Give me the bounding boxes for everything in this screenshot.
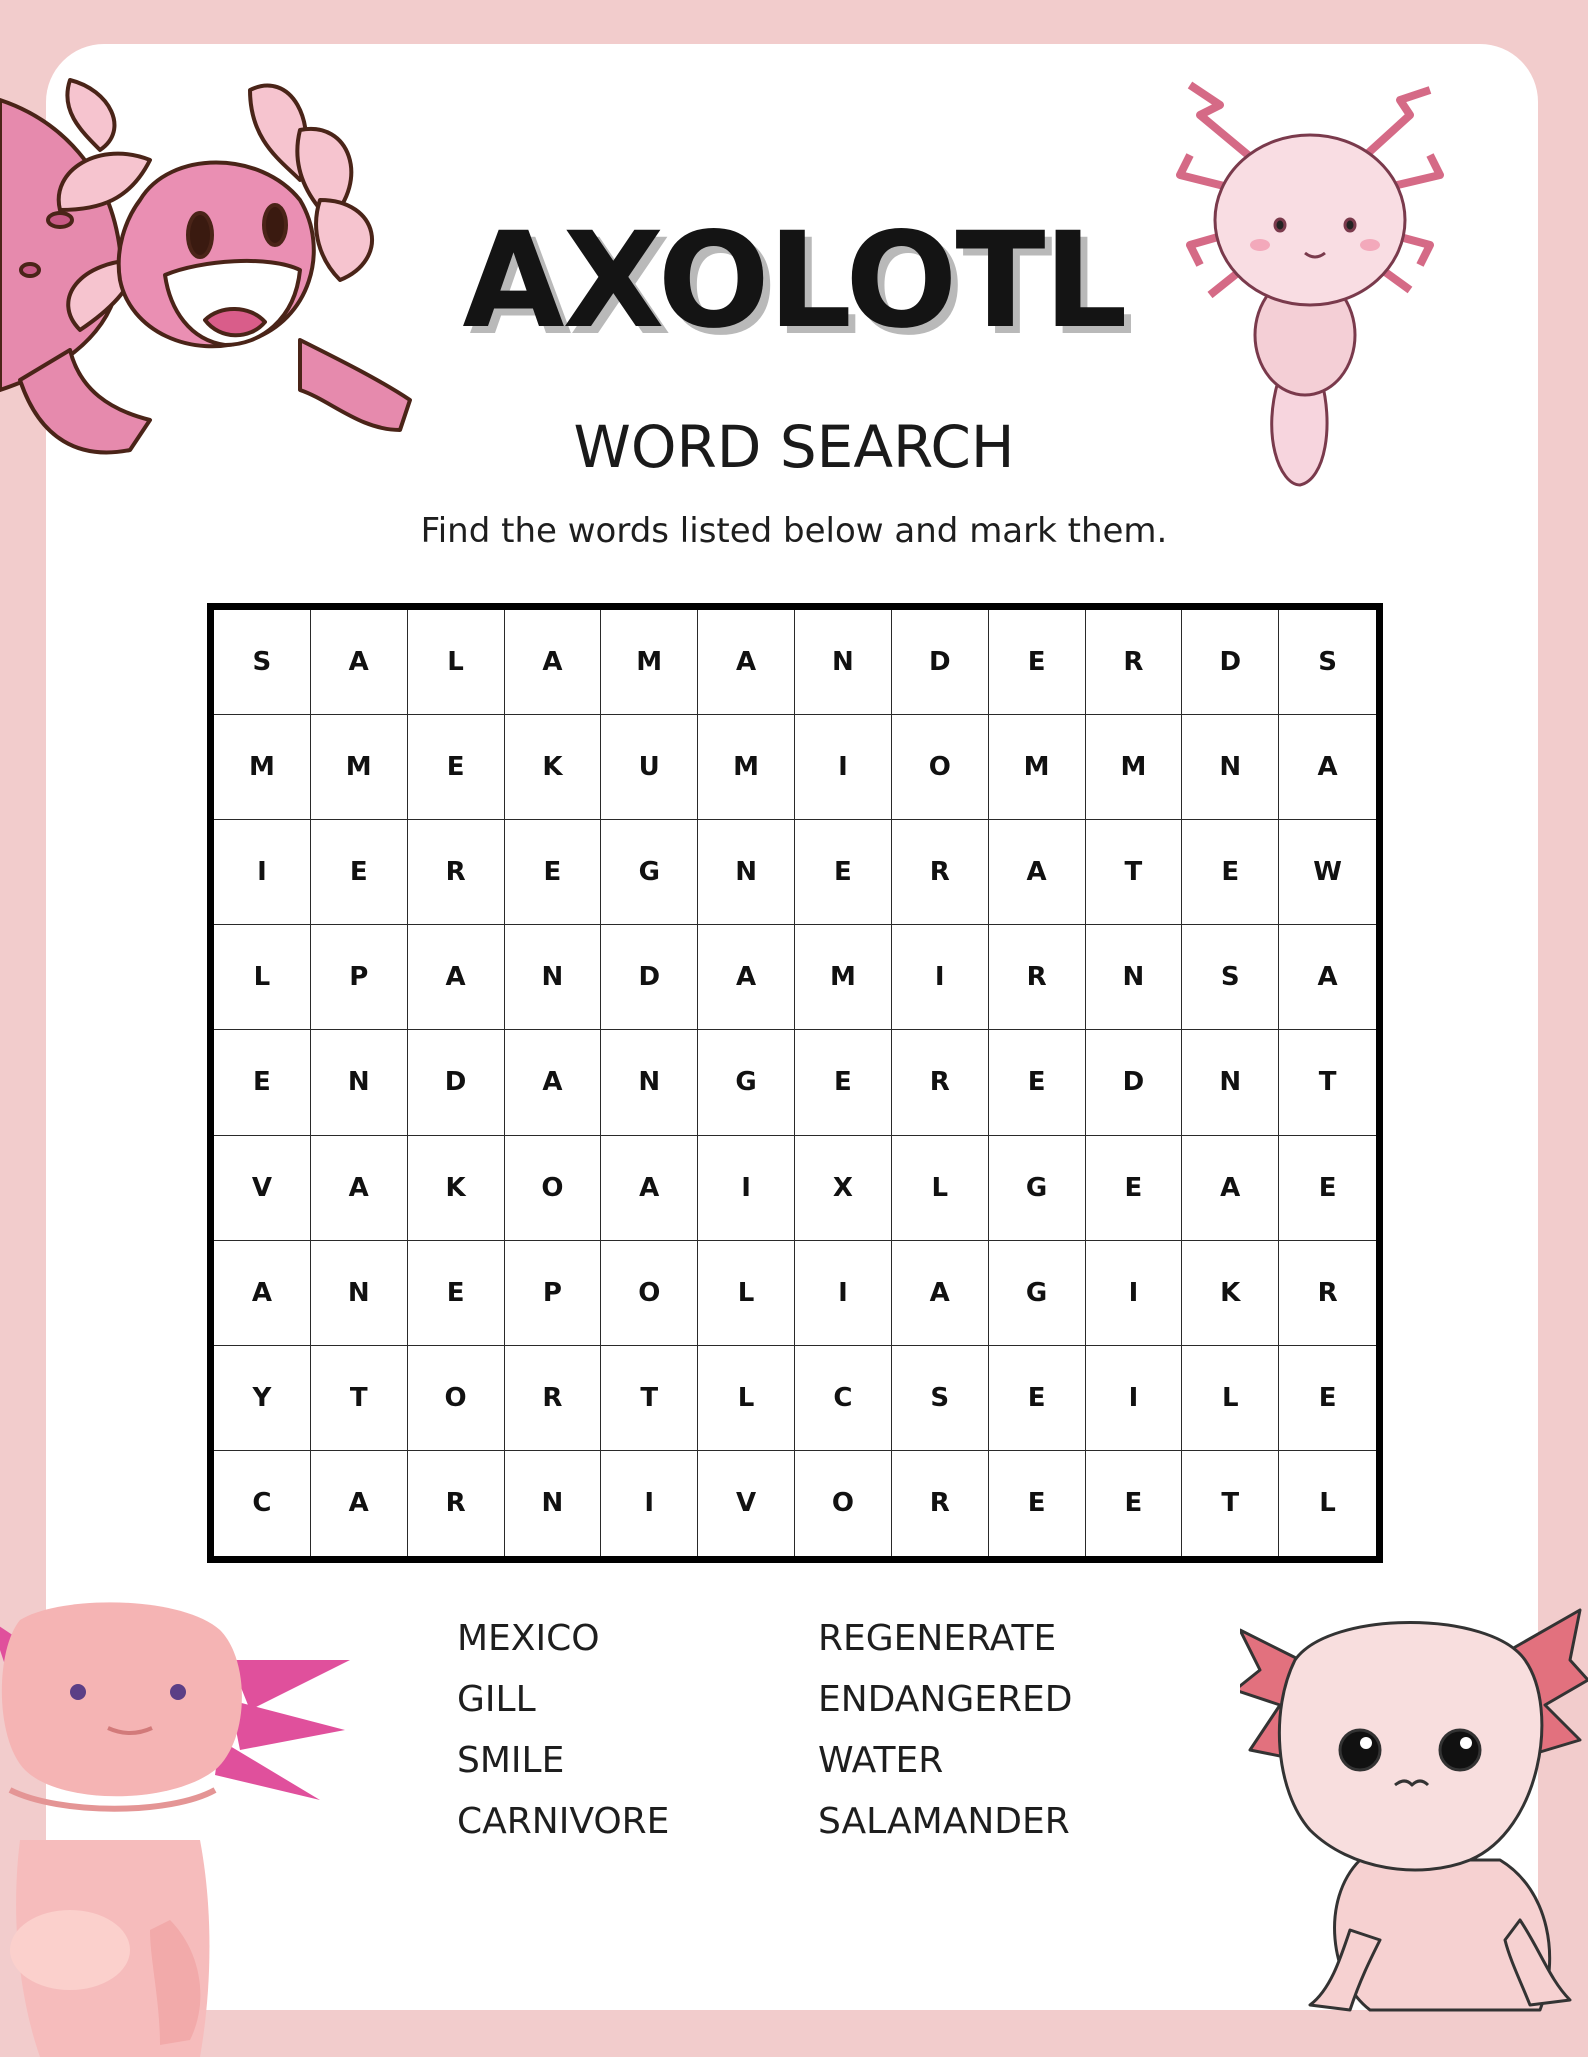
word-list-item: SALAMANDER xyxy=(818,1801,1070,1842)
grid-cell[interactable]: A xyxy=(601,1136,698,1241)
page-title: AXOLOTL xyxy=(462,204,1126,358)
grid-cell[interactable]: X xyxy=(795,1136,892,1241)
word-list-item: WATER xyxy=(818,1740,944,1781)
grid-cell[interactable]: E xyxy=(989,1346,1086,1451)
grid-cell[interactable]: D xyxy=(601,925,698,1030)
grid-cell[interactable]: M xyxy=(1086,715,1183,820)
grid-cell[interactable]: M xyxy=(601,610,698,715)
grid-cell[interactable]: R xyxy=(989,925,1086,1030)
grid-cell[interactable]: V xyxy=(698,1451,795,1556)
grid-cell[interactable]: C xyxy=(214,1451,311,1556)
grid-cell[interactable]: R xyxy=(892,1030,989,1135)
grid-cell[interactable]: A xyxy=(311,1451,408,1556)
grid-cell[interactable]: N xyxy=(601,1030,698,1135)
grid-cell[interactable]: A xyxy=(1279,925,1376,1030)
grid-cell[interactable]: M xyxy=(795,925,892,1030)
grid-cell[interactable]: A xyxy=(892,1241,989,1346)
grid-cell[interactable]: A xyxy=(311,610,408,715)
grid-cell[interactable]: E xyxy=(505,820,602,925)
grid-cell[interactable]: I xyxy=(601,1451,698,1556)
word-list-item: ENDANGERED xyxy=(818,1679,1073,1720)
grid-cell[interactable]: L xyxy=(892,1136,989,1241)
grid-cell[interactable]: E xyxy=(408,715,505,820)
grid-cell[interactable]: E xyxy=(795,820,892,925)
grid-cell[interactable]: I xyxy=(1086,1346,1183,1451)
word-list-item: REGENERATE xyxy=(818,1618,1057,1659)
grid-cell[interactable]: R xyxy=(1279,1241,1376,1346)
grid-cell[interactable]: G xyxy=(989,1241,1086,1346)
grid-cell[interactable]: P xyxy=(505,1241,602,1346)
grid-cell[interactable]: A xyxy=(311,1136,408,1241)
grid-cell[interactable]: A xyxy=(698,925,795,1030)
grid-cell[interactable]: E xyxy=(795,1030,892,1135)
grid-cell[interactable]: M xyxy=(214,715,311,820)
grid-cell[interactable]: K xyxy=(505,715,602,820)
grid-cell[interactable]: R xyxy=(408,820,505,925)
word-list-item: GILL xyxy=(457,1679,536,1720)
grid-cell[interactable]: N xyxy=(505,925,602,1030)
axolotl-illustration-bottom-left xyxy=(0,1600,360,2057)
grid-cell[interactable]: E xyxy=(989,1451,1086,1556)
grid-cell[interactable]: D xyxy=(1182,610,1279,715)
grid-cell[interactable]: G xyxy=(698,1030,795,1135)
word-search-grid xyxy=(207,603,1383,1563)
grid-cell[interactable]: O xyxy=(795,1451,892,1556)
instructions-text: Find the words listed below and mark them. xyxy=(420,511,1168,551)
word-list-column-2 xyxy=(818,1608,1072,1852)
grid-cell[interactable]: T xyxy=(1279,1030,1376,1135)
grid-cell[interactable]: D xyxy=(408,1030,505,1135)
grid-cell[interactable]: Y xyxy=(214,1346,311,1451)
grid-cell[interactable]: O xyxy=(892,715,989,820)
grid-cell[interactable]: I xyxy=(795,1241,892,1346)
grid-cell[interactable]: T xyxy=(1086,820,1183,925)
grid-cell[interactable]: N xyxy=(505,1451,602,1556)
grid-cell[interactable]: C xyxy=(795,1346,892,1451)
grid-cell[interactable]: K xyxy=(408,1136,505,1241)
grid-cell[interactable]: P xyxy=(311,925,408,1030)
grid-cell[interactable]: W xyxy=(1279,820,1376,925)
word-list-item: CARNIVORE xyxy=(457,1801,670,1842)
grid-cell[interactable]: A xyxy=(505,1030,602,1135)
grid-cell[interactable]: I xyxy=(795,715,892,820)
grid-cell[interactable]: G xyxy=(989,1136,1086,1241)
grid-cell[interactable]: I xyxy=(892,925,989,1030)
grid-cell[interactable]: G xyxy=(601,820,698,925)
grid-cell[interactable]: N xyxy=(1182,715,1279,820)
grid-cell[interactable]: L xyxy=(1319,1488,1336,1519)
grid-cell[interactable]: T xyxy=(311,1346,408,1451)
grid-cell[interactable]: D xyxy=(892,610,989,715)
grid-cell[interactable]: A xyxy=(505,610,602,715)
grid-cell[interactable]: K xyxy=(1182,1241,1279,1346)
grid-cell[interactable]: E xyxy=(1279,1136,1376,1241)
word-list-column-1 xyxy=(457,1608,669,1852)
grid-cell[interactable]: N xyxy=(795,610,892,715)
grid-cell[interactable]: A xyxy=(408,925,505,1030)
grid-cell[interactable]: L xyxy=(698,1346,795,1451)
grid-cell[interactable]: N xyxy=(698,820,795,925)
grid-cell[interactable]: A xyxy=(214,1241,311,1346)
grid-cell[interactable]: O xyxy=(505,1136,602,1241)
grid-cell[interactable]: A xyxy=(1279,715,1376,820)
grid-cell[interactable]: L xyxy=(1182,1346,1279,1451)
grid-cell[interactable]: M xyxy=(311,715,408,820)
grid-cell[interactable]: S xyxy=(1182,925,1279,1030)
grid-cell[interactable]: L xyxy=(214,925,311,1030)
grid-cell[interactable]: E xyxy=(989,610,1086,715)
grid-cell[interactable]: E xyxy=(1086,1136,1183,1241)
grid-cell[interactable]: R xyxy=(892,820,989,925)
grid-cell[interactable]: R xyxy=(892,1451,989,1556)
grid-cell[interactable]: T xyxy=(1182,1451,1279,1556)
grid-cell[interactable]: V xyxy=(214,1136,311,1241)
grid-cell[interactable]: S xyxy=(892,1346,989,1451)
word-list-item: MEXICO xyxy=(457,1618,600,1659)
grid-cell[interactable]: R xyxy=(408,1451,505,1556)
grid-cell[interactable]: S xyxy=(1279,610,1376,715)
grid-cell[interactable]: E xyxy=(214,1030,311,1135)
word-list-item: SMILE xyxy=(457,1740,565,1781)
page-subtitle: WORD SEARCH xyxy=(573,413,1015,481)
grid-cell[interactable]: N xyxy=(1086,925,1183,1030)
grid-cell[interactable]: I xyxy=(1086,1241,1183,1346)
grid-cell[interactable]: N xyxy=(311,1241,408,1346)
grid-cell[interactable]: R xyxy=(505,1346,602,1451)
grid-cell[interactable]: E xyxy=(1182,820,1279,925)
axolotl-illustration-bottom-right xyxy=(1240,1600,1588,2020)
grid-cell[interactable]: O xyxy=(601,1241,698,1346)
grid-cell[interactable]: M xyxy=(989,715,1086,820)
grid-cell[interactable]: E xyxy=(989,1030,1086,1135)
grid-cell[interactable]: S xyxy=(214,610,311,715)
grid-cell[interactable]: N xyxy=(311,1030,408,1135)
grid-cell[interactable]: U xyxy=(601,715,698,820)
grid-cell[interactable]: D xyxy=(1086,1030,1183,1135)
grid-cell[interactable]: N xyxy=(1182,1030,1279,1135)
grid-cell[interactable]: E xyxy=(311,820,408,925)
grid-cell[interactable]: I xyxy=(214,820,311,925)
grid-cell[interactable]: A xyxy=(989,820,1086,925)
grid-cell[interactable]: A xyxy=(698,610,795,715)
grid-cell[interactable]: L xyxy=(698,1241,795,1346)
grid-cell[interactable]: O xyxy=(408,1346,505,1451)
grid-cell[interactable]: A xyxy=(1182,1136,1279,1241)
grid-cell[interactable]: R xyxy=(1086,610,1183,715)
grid-cell[interactable]: E xyxy=(1086,1451,1183,1556)
grid-cell[interactable]: T xyxy=(601,1346,698,1451)
grid-cell[interactable]: I xyxy=(698,1136,795,1241)
grid-cell[interactable]: E xyxy=(1279,1346,1376,1451)
grid-cell[interactable]: L xyxy=(408,610,505,715)
grid-cell[interactable]: E xyxy=(408,1241,505,1346)
grid-cell[interactable]: M xyxy=(698,715,795,820)
